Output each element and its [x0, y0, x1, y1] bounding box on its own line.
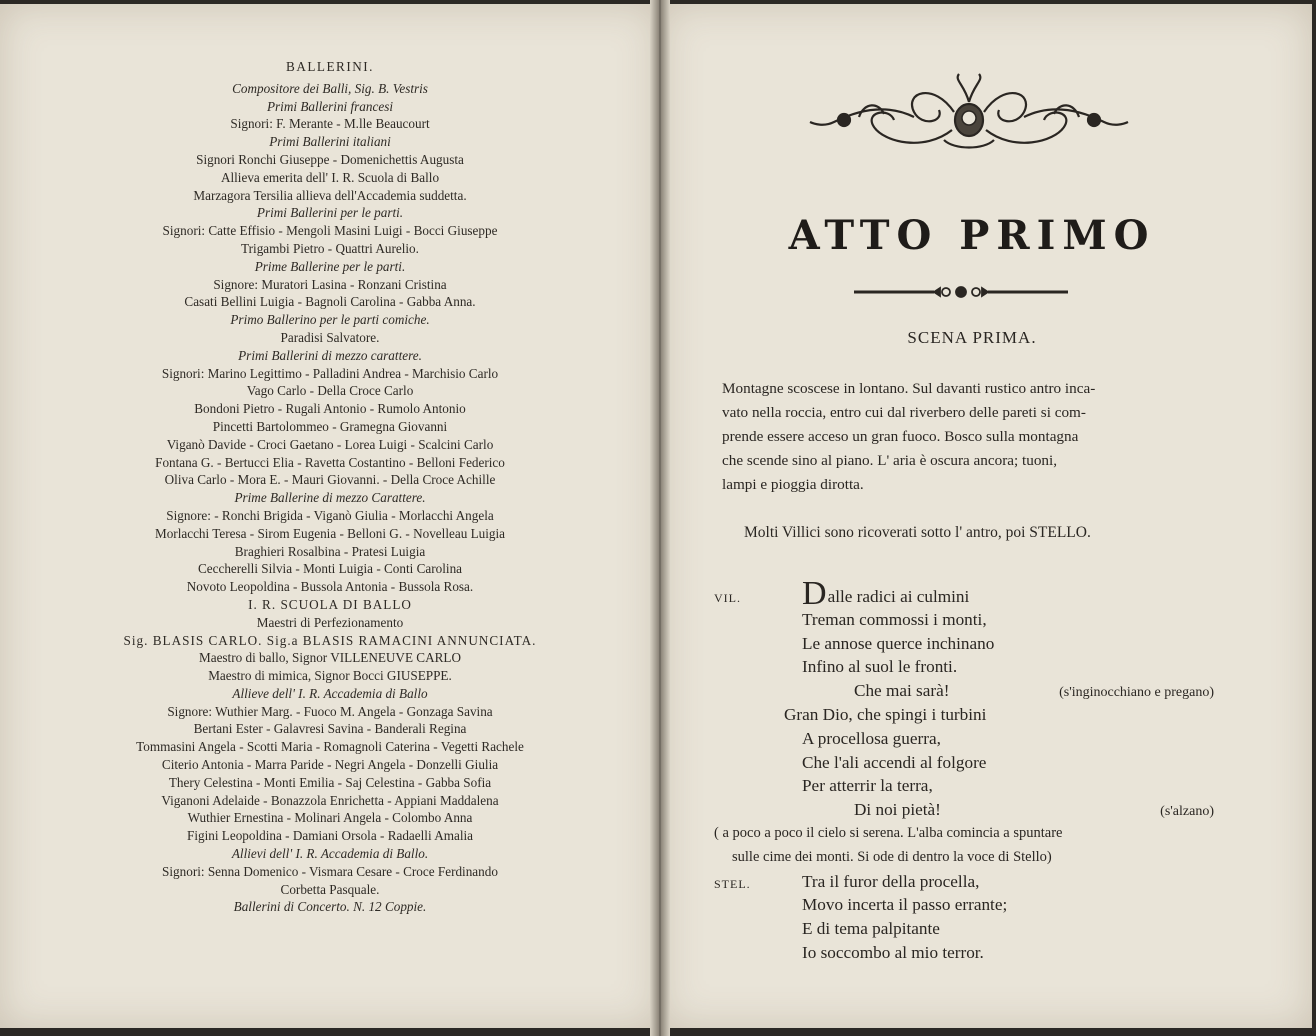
verse-words: ( a poco a poco il cielo si serena. L'alba comincia a spuntare	[714, 824, 1063, 841]
verse-text	[854, 679, 949, 703]
cast-line: Signori: Senna Domenico - Vismara Cesare - Croce Ferdinando	[162, 863, 498, 879]
description-line: lampi e pioggia dirotta.	[722, 476, 864, 493]
verse-line	[714, 575, 1214, 612]
verse-words: Che mai sarà!	[854, 681, 950, 701]
cast-line: Paradisi Salvatore.	[280, 329, 380, 345]
cast-line: Citerio Antonia - Marra Paride - Negri Angela - Donzelli Giulia	[161, 757, 499, 773]
cast-line: Prime Ballerine per le parti.	[254, 258, 406, 274]
verse-text	[802, 632, 994, 656]
cast-line: Vago Carlo - Della Croce Carlo	[246, 383, 414, 399]
cast-line: Allievi dell' I. R. Accademia di Ballo.	[231, 846, 429, 862]
verse-line	[714, 870, 1214, 894]
verse-text	[802, 608, 987, 632]
verse-line	[714, 703, 1214, 727]
cast-line: Bondoni Pietro - Rugali Antonio - Rumolo Antonio	[194, 401, 466, 417]
cast-line: Ceccherelli Silvia - Monti Luigia - Conti Carolina	[197, 561, 463, 577]
cast-line: Novoto Leopoldina - Bussola Antonia - Bussola Rosa.	[186, 579, 474, 595]
verse-words: Le annose querce inchinano	[802, 633, 995, 653]
verse-text	[802, 655, 957, 679]
cast-line: Ballerini di Concerto. N. 12 Coppie.	[233, 899, 427, 915]
cast-line: Tommasini Angela - Scotti Maria - Romagnoli Caterina - Vegetti Rachele	[136, 739, 524, 755]
left-page	[0, 4, 658, 1028]
cast-line: Trigambi Pietro - Quattri Aurelio.	[241, 240, 419, 256]
verse-line	[714, 917, 1214, 941]
verse-text	[802, 774, 933, 798]
cast-line: Bertani Ester - Galavresi Savina - Banderali Regina	[193, 721, 467, 737]
cast-line: Pincetti Bartolommeo - Gramegna Giovanni	[212, 418, 448, 434]
cast-line: Signore: - Ronchi Brigida - Viganò Giulia - Morlacchi Angela	[166, 507, 494, 523]
verse-line	[714, 893, 1214, 917]
verse-words: Di noi pietà!	[854, 800, 941, 820]
verse-words: Tra il furor della procella,	[802, 871, 980, 891]
cast-line: Signore: Wuthier Marg. - Fuoco M. Angela - Gonzaga Savina	[167, 703, 493, 719]
scene-description	[722, 377, 1207, 497]
verse-words: alle radici ai culmini	[827, 587, 970, 606]
cast-line: BALLERINI.	[286, 59, 374, 74]
verse-words: Infino al suol le fronti.	[802, 657, 958, 677]
cast-line: Viganò Davide - Croci Gaetano - Lorea Luigi - Scalcini Carlo	[166, 436, 494, 452]
verse-text	[854, 798, 941, 822]
verse-text	[802, 727, 941, 751]
verse-text	[802, 751, 986, 775]
speaker-label: STEL.	[714, 876, 751, 891]
verse-line	[714, 727, 1214, 751]
cast-line: Allieva emerita dell' I. R. Scuola di Ballo	[220, 169, 440, 185]
verse-stage-note: (s'inginocchiano e pregano)	[1059, 685, 1214, 701]
stage-direction: Molti Villici sono ricoverati sotto l' antro, poi STELLO.	[744, 524, 1091, 541]
cast-line: Casati Bellini Luigia - Bagnoli Carolina - Gabba Anna.	[184, 294, 476, 310]
verse-text	[802, 893, 1007, 917]
cast-line: Figini Leopoldina - Damiani Orsola - Radaelli Amalia	[186, 828, 474, 844]
verse-words: Treman commossi i monti,	[802, 609, 987, 629]
cast-line: Corbetta Pasquale.	[280, 881, 380, 897]
cast-line: Maestri di Perfezionamento	[256, 614, 404, 630]
cast-line: Primo Ballerino per le parti comiche.	[230, 312, 430, 328]
cast-line: Primi Ballerini francesi	[266, 98, 393, 114]
cast-line: I. R. SCUOLA DI BALLO	[248, 596, 412, 612]
cast-line: Allieve dell' I. R. Accademia di Ballo	[232, 685, 428, 701]
description-line: prende essere acceso un gran fuoco. Bosco sulla montagna	[722, 428, 1079, 445]
cast-line: Maestro di ballo, Signor VILLENEUVE CARLO	[198, 650, 461, 666]
act-title: ATTO PRIMO	[788, 212, 1156, 259]
verse-words: Io soccombo al mio terror.	[802, 942, 984, 962]
verse-stage-note: (s'alzano)	[1160, 804, 1214, 820]
verse-text	[802, 917, 940, 941]
cast-line: Fontana G. - Bertucci Elia - Ravetta Costantino - Belloni Federico	[155, 454, 505, 470]
verse-line	[714, 941, 1214, 965]
cast-line: Signore: Muratori Lasina - Ronzani Cristina	[213, 276, 447, 292]
verse-text	[802, 575, 970, 612]
verse-line	[714, 751, 1214, 775]
verse-words: A procellosa guerra,	[802, 728, 941, 748]
cast-list	[20, 58, 640, 916]
verse-words: E di tema palpitante	[802, 919, 940, 939]
verse-line	[714, 798, 1214, 822]
decorative-rule-icon	[854, 285, 1068, 299]
verse-words: Gran Dio, che spingi i turbini	[784, 704, 987, 724]
verse-text	[802, 870, 979, 894]
stage-direction-line	[732, 846, 1052, 870]
cast-line: Morlacchi Teresa - Sirom Eugenia - Belloni G. - Novelleau Luigia	[154, 525, 506, 541]
cast-line: Signori: Marino Legittimo - Palladini Andrea - Marchisio Carlo	[161, 365, 499, 381]
verse-text	[802, 941, 984, 965]
verse-line	[714, 632, 1214, 656]
cast-line: Viganoni Adelaide - Bonazzola Enrichetta - Appiani Maddalena	[161, 792, 499, 808]
cast-line: Oliva Carlo - Mora E. - Mauri Giovanni. - Della Croce Achille	[164, 472, 496, 488]
cast-line: Primi Ballerini italiani	[269, 134, 391, 150]
verse-text	[784, 703, 986, 727]
verse-words: sulle cime dei monti. Si ode di dentro la voce di Stello)	[732, 848, 1052, 865]
description-line: Montagne scoscese in lontano. Sul davanti rustico antro inca-	[722, 380, 1096, 397]
verse-line	[714, 774, 1214, 798]
verse-words: Movo incerta il passo errante;	[802, 895, 1008, 915]
cast-line: Prime Ballerine di mezzo Carattere.	[234, 490, 426, 506]
cast-line: Wuthier Ernestina - Molinari Angela - Colombo Anna	[187, 810, 473, 826]
verse-words: Che l'ali accendi al folgore	[802, 752, 987, 772]
cast-line: Braghieri Rosalbina - Pratesi Luigia	[234, 543, 426, 559]
cast-line: Thery Celestina - Monti Emilia - Saj Celestina - Gabba Sofia	[168, 774, 492, 790]
drop-cap: D	[802, 575, 827, 612]
cast-line: Sig. BLASIS CARLO. Sig.a BLASIS RAMACINI ANNUNCIATA.	[123, 632, 537, 648]
verse-line	[714, 679, 1214, 703]
cast-line: Signori: F. Merante - M.lle Beaucourt	[230, 116, 430, 132]
cast-line: Maestro di mimica, Signor Bocci GIUSEPPE.	[208, 668, 452, 684]
verse-line	[714, 655, 1214, 679]
speaker-label: VIL.	[714, 591, 741, 605]
cast-line: Marzagora Tersilia allieva dell'Accademia suddetta.	[193, 187, 467, 203]
cast-line: Signori Ronchi Giuseppe - Domenichettis Augusta	[196, 151, 464, 167]
cast-line: Compositore dei Balli, Sig. B. Vestris	[232, 80, 428, 96]
right-page	[662, 4, 1312, 1028]
description-line: che scende sino al piano. L' aria è oscura ancora; tuoni,	[722, 452, 1058, 469]
verse-block	[714, 575, 1214, 965]
verse-line	[714, 846, 1214, 870]
cast-line: Primi Ballerini per le parti.	[256, 205, 404, 221]
book-gutter	[650, 0, 670, 1036]
ornament-icon	[804, 72, 1134, 157]
scene-title: SCENA PRIMA.	[907, 328, 1037, 347]
verse-line	[714, 822, 1214, 846]
cast-line: Signori: Catte Effisio - Mengoli Masini Luigi - Bocci Giuseppe	[162, 223, 498, 239]
verse-words: Per atterrir la terra,	[802, 776, 933, 796]
description-line: vato nella roccia, entro cui dal riverbero delle pareti si com-	[722, 404, 1086, 421]
verse-line	[714, 608, 1214, 632]
stage-direction-line	[714, 822, 1062, 846]
cast-line: Primi Ballerini di mezzo carattere.	[238, 347, 422, 363]
